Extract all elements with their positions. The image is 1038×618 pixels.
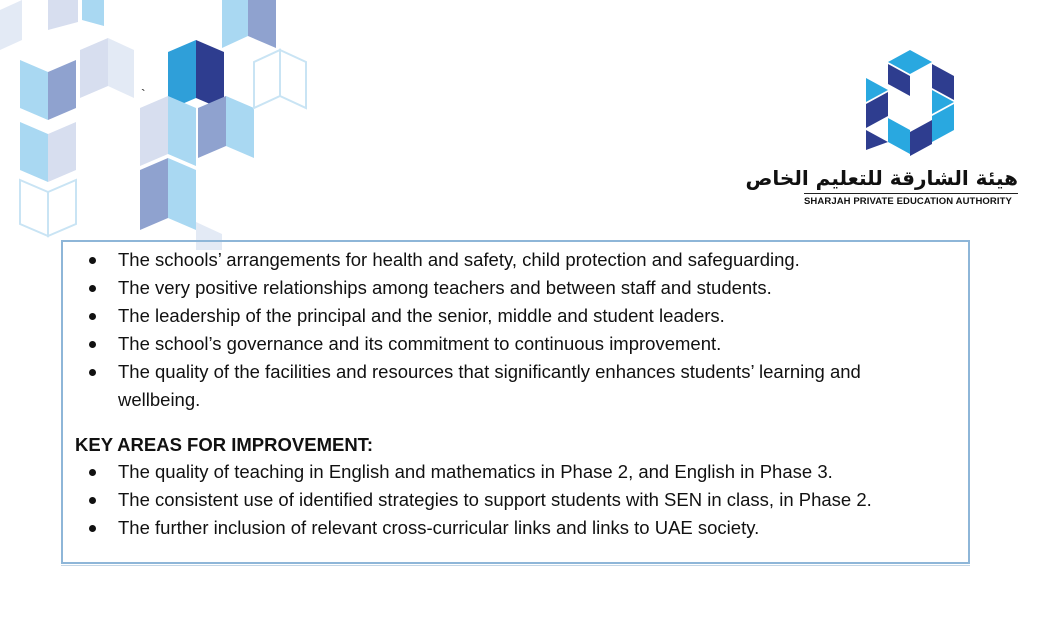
bullet-icon [89,257,96,264]
list-item: The further inclusion of relevant cross-curricular links and links to UAE society. [63,514,968,542]
list-item: The schools’ arrangements for health and safety, child protection and safeguarding. [63,246,943,274]
bullet-icon [89,497,96,504]
list-item: The quality of teaching in English and mathematics in Phase 2, and English in Phase 3. [63,458,968,486]
improvement-list [63,458,968,542]
list-item: The leadership of the principal and the senior, middle and student leaders. [63,302,943,330]
bullet-icon [89,469,96,476]
bullet-icon [89,369,96,376]
spea-logo-icon [858,50,962,162]
content-box [61,240,970,564]
bullet-icon [89,341,96,348]
logo-divider [804,193,1018,194]
bullet-icon [89,525,96,532]
stray-mark: ` [141,86,146,102]
logo-arabic-text: هيئة الشارقة للتعليم الخاص [745,166,1018,190]
list-item: The school’s governance and its commitment to continuous improvement. [63,330,943,358]
bullet-icon [89,285,96,292]
list-item: The very positive relationships among teachers and between staff and students. [63,274,943,302]
logo-english-text: SHARJAH PRIVATE EDUCATION AUTHORITY [804,196,1012,207]
section-heading: KEY AREAS FOR IMPROVEMENT: [75,434,374,455]
list-item: The consistent use of identified strategies to support students with SEN in class, in Phase 2. [63,486,968,514]
strengths-list [63,246,943,414]
list-item: The quality of the facilities and resources that significantly enhances students’ learning and wellbeing. [63,358,943,414]
decorative-cube-pattern [0,0,320,250]
bullet-icon [89,313,96,320]
